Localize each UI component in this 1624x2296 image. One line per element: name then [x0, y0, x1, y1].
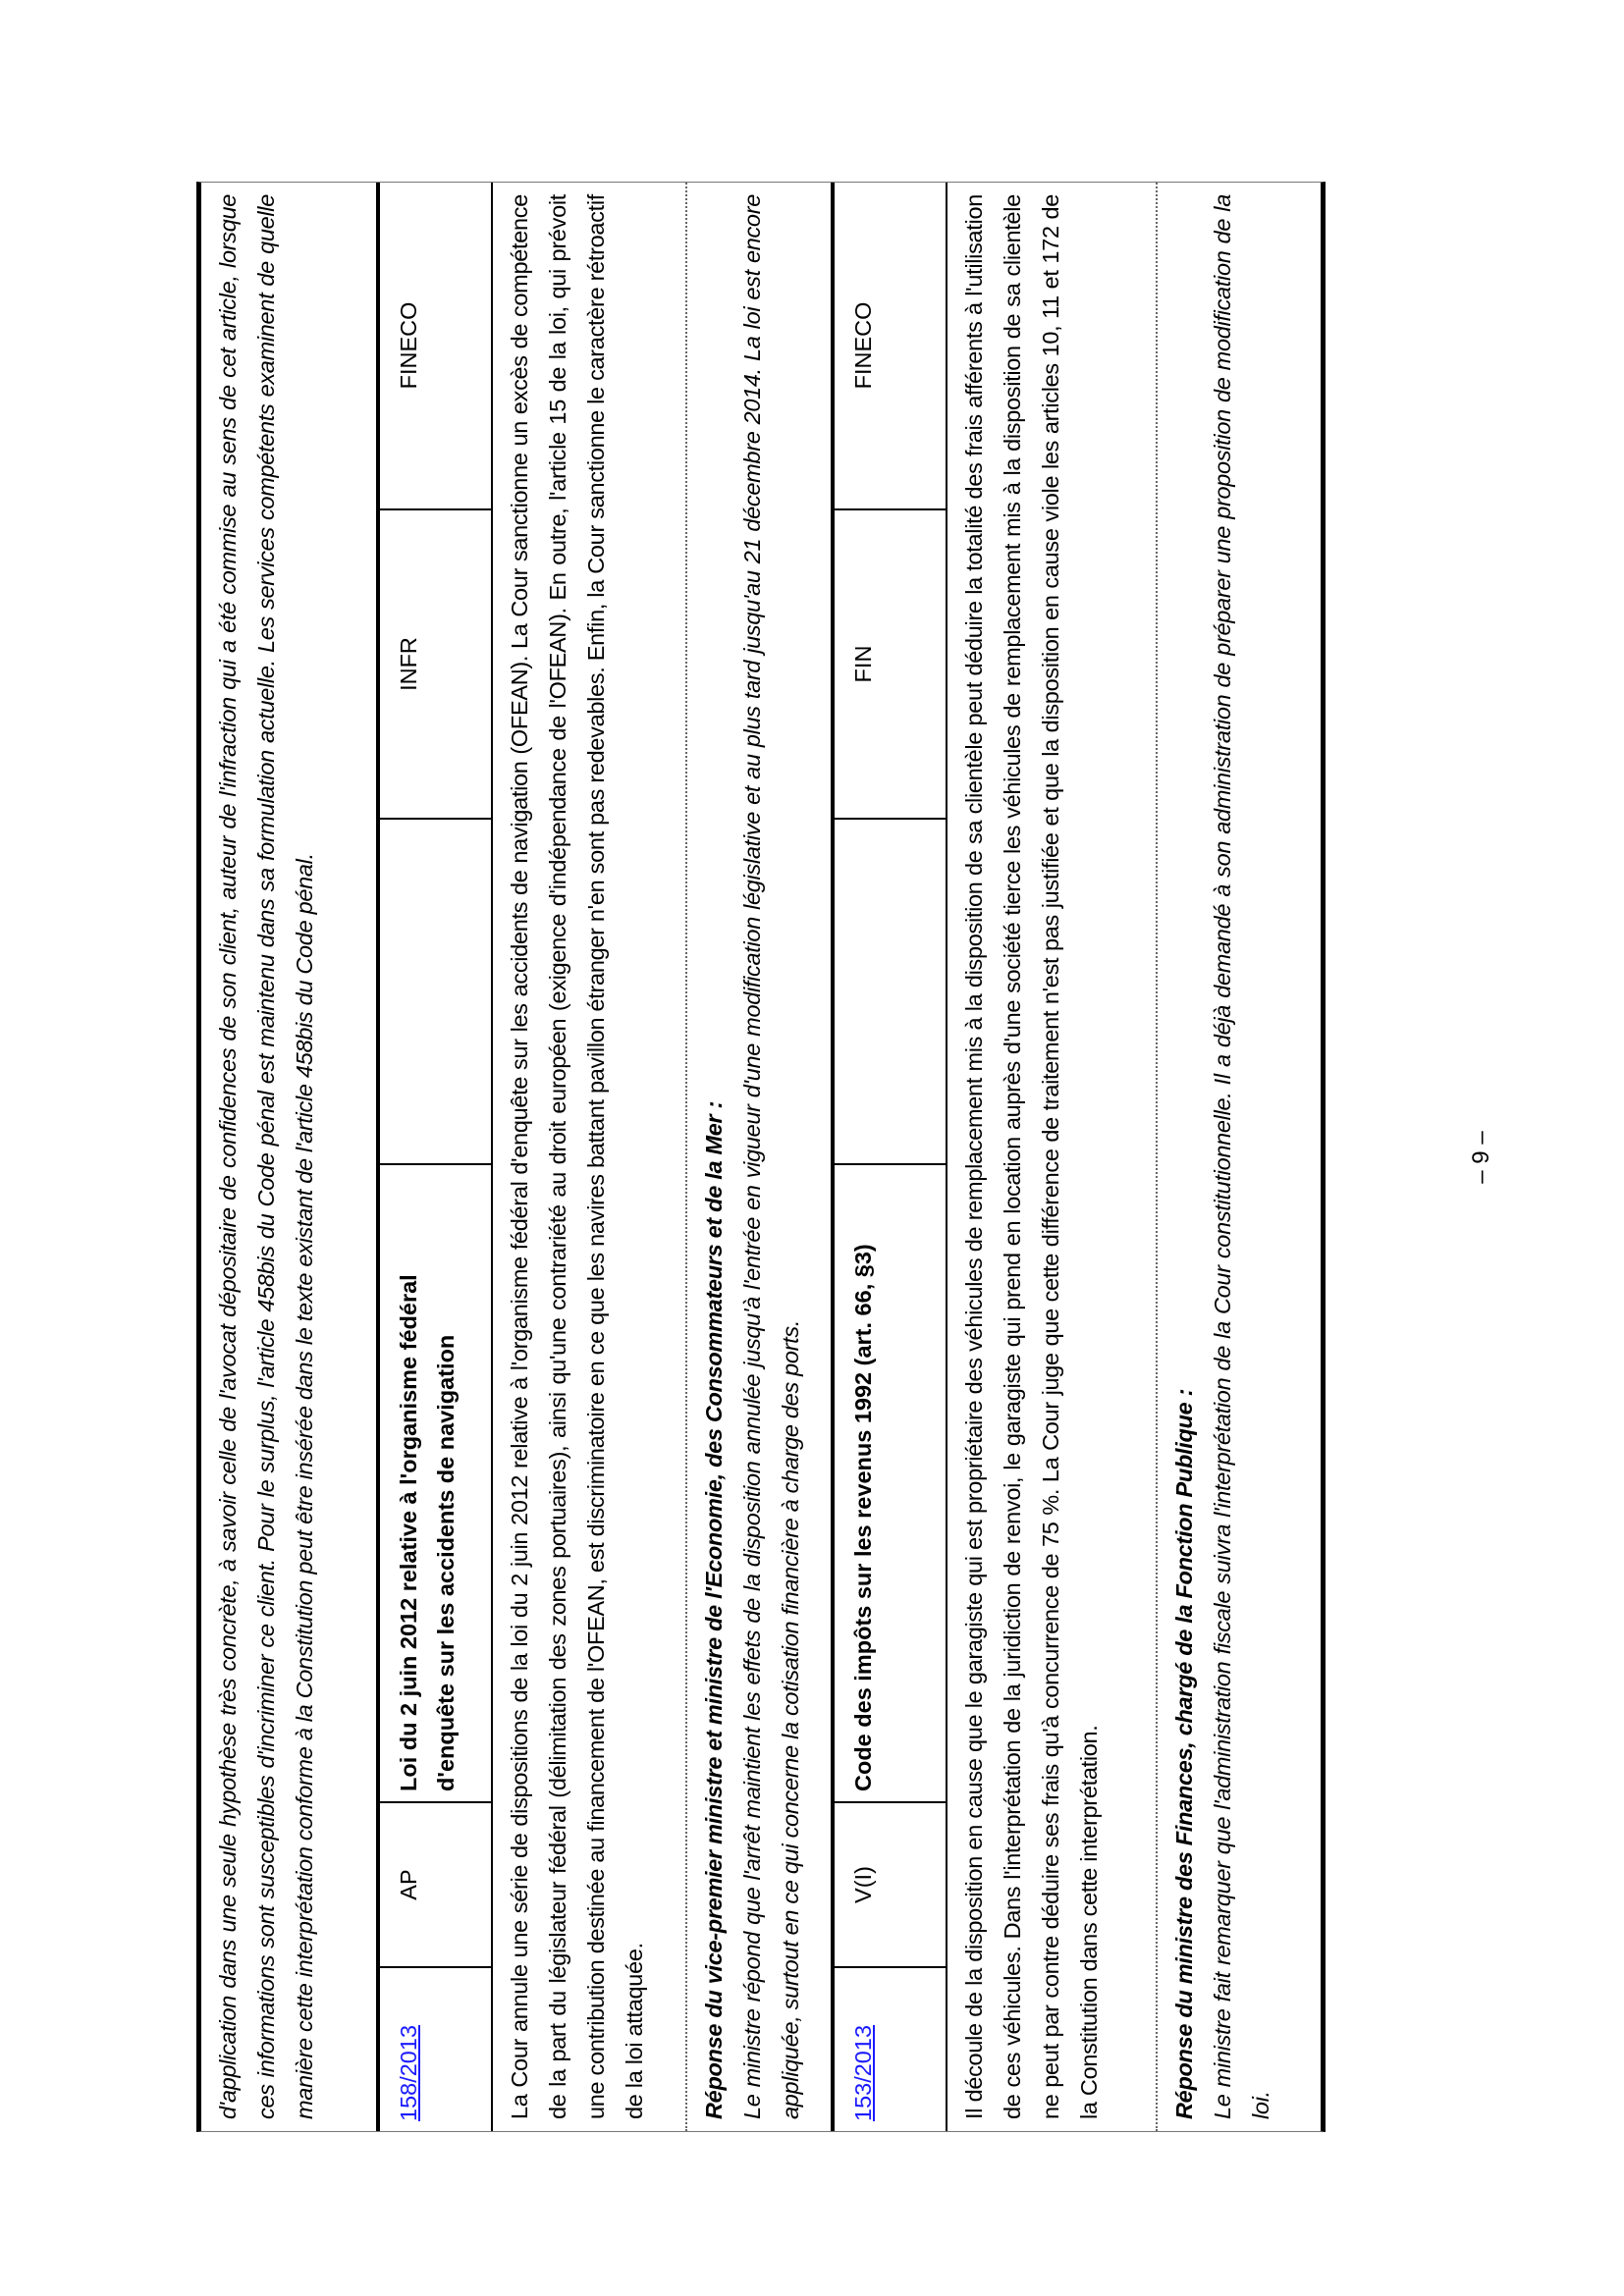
- title-cell: Loi du 2 juin 2012 relative à l'organisme fédéral d'enquête sur les accidents de navigation: [380, 1163, 491, 1801]
- ref-cell: [380, 1966, 491, 2131]
- continuation-text: d'application dans une seule hypothèse très concrète, à savoir celle de l'avocat dépositaire de confidences de son client, auteur de l'infraction qui a été commise au sens de cet article, lorsque ces informations sont susceptibles d'incriminer ce client. Pour le surplus, l'article 458bis du Code pénal est maintenu dans sa formulation actuelle. Les services compétents examinent de quelle manière cette interprétation conforme à la Constitution peut être insérée dans le texte existant de l'article 458bis du Code pénal.: [215, 194, 317, 2119]
- ref-cell: [835, 1966, 946, 2131]
- response-title: Réponse du ministre des Finances, chargé de la Fonction Publique :: [1171, 1388, 1197, 2119]
- ref-link[interactable]: 158/2013: [396, 2024, 421, 2121]
- response-text: Le ministre fait remarquer que l'administration fiscale suivra l'interprétation de la Cour constitutionnelle. Il a déjà demandé à son administration de préparer une proposition de modification de la loi.: [1210, 194, 1273, 2119]
- table-row: [376, 183, 493, 2131]
- response: [685, 183, 831, 2131]
- response: [1156, 183, 1321, 2131]
- title-cell: Code des impôts sur les revenus 1992 (art. 66, §3): [835, 1163, 946, 1801]
- response-text: Le ministre répond que l'arrêt maintient les effets de la disposition annulée jusqu'à l'entrée en vigueur d'une modification législative et au plus tard jusqu'au 21 décembre 2014. La loi est encore appliquée, surtout en ce qui concerne la cotisation financière à charge des ports.: [739, 194, 803, 2119]
- committee-cell: FINECO: [396, 301, 421, 390]
- category-cell: FIN: [835, 508, 946, 818]
- judgments-table: [196, 182, 1326, 2132]
- response-title: Réponse du vice-premier ministre et ministre de l'Economie, des Consommateurs et de la Mer :: [701, 1100, 727, 2119]
- type-cell: AP: [380, 1801, 491, 1966]
- empty-cell: [380, 818, 491, 1163]
- type-cell: V(I): [835, 1801, 946, 1966]
- committee-cell: FINECO: [850, 301, 876, 390]
- category-cell: INFR: [380, 508, 491, 818]
- ref-link[interactable]: 153/2013: [850, 2024, 876, 2121]
- table-row: [831, 183, 947, 2131]
- page-number: – 9 –: [1468, 1131, 1494, 1184]
- description: Il découle de la disposition en cause que le garagiste qui est propriétaire des véhicules de remplacement mis à la disposition de sa clientèle peut déduire la totalité des frais afférents à l'utilisation de ces véhicules. Dans l'interprétation de la juridiction de renvoi, le garagiste qui prend en location auprès d'une société tierce les véhicules de remplacement mis à la disposition de sa clientèle ne peut par contre déduire ses frais qu'à concurrence de 75 %. La Cour juge que cette différence de traitement n'est pas justifiée et que la disposition en cause viole les articles 10, 11 et 172 de la Constitution dans cette interprétation.: [961, 194, 1102, 2119]
- empty-cell: [835, 818, 946, 1163]
- description: La Cour annule une série de dispositions de la loi du 2 juin 2012 relative à l'organisme fédéral d'enquête sur les accidents de navigation (OFEAN). La Cour sanctionne un excès de compétence de la part du législateur fédéral (délimitation des zones portuaires), ainsi qu'une contrariété au droit européen (exigence d'indépendance de l'OFEAN). En outre, l'article 15 de la loi, qui prévoit une contribution destinée au financement de l'OFEAN, est discriminatoire en ce que les navires battant pavillon étranger n'en sont pas redevables. Enfin, la Cour sanctionne le caractère rétroactif de la loi attaquée.: [507, 194, 647, 2119]
